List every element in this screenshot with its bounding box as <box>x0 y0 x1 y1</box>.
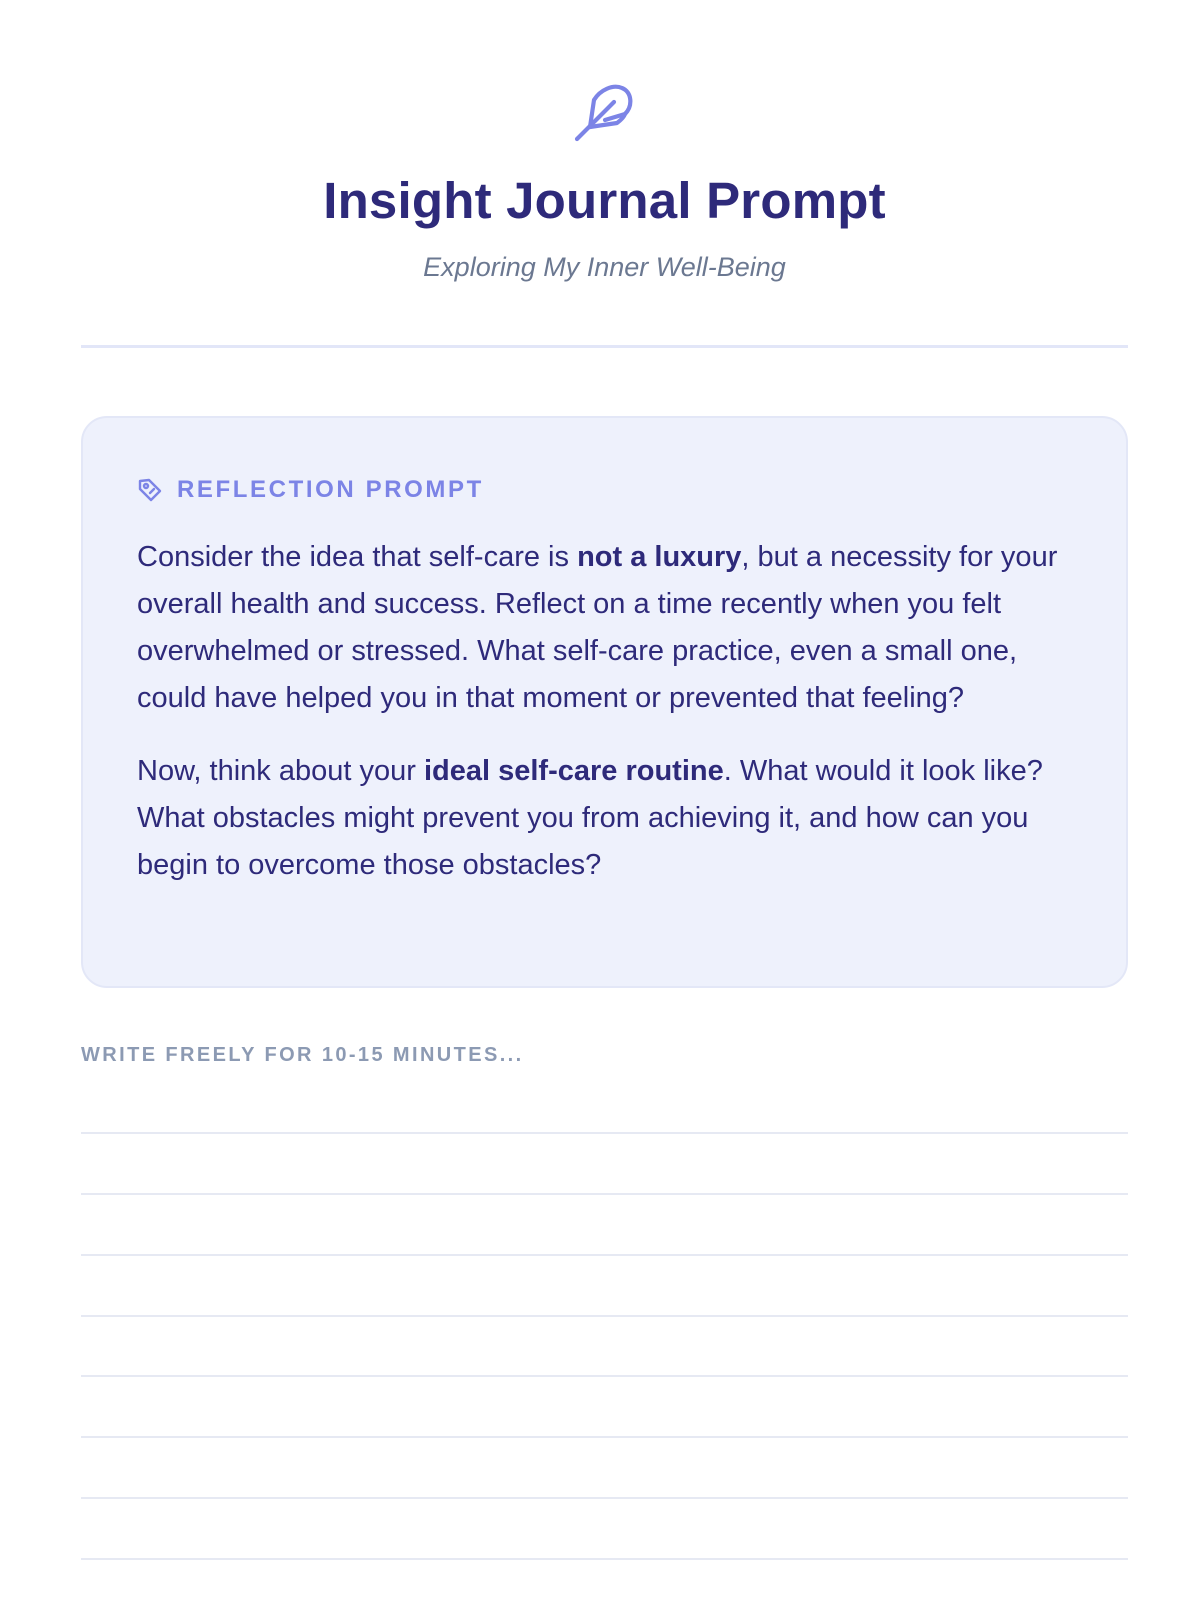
prompt-text-segment: Consider the idea that self-care is <box>137 541 578 573</box>
prompt-emphasis: not a luxury <box>577 541 742 573</box>
writing-line[interactable] <box>81 1132 1128 1134</box>
writing-instructions: WRITE FREELY FOR 10-15 MINUTES... <box>81 1044 524 1066</box>
prompt-emphasis: ideal self-care routine <box>423 755 724 787</box>
prompt-paragraph-2 <box>137 748 1072 889</box>
page-subtitle: Exploring My Inner Well-Being <box>423 252 786 283</box>
page-header <box>81 0 1128 284</box>
writing-line[interactable] <box>81 1315 1128 1317</box>
writing-line[interactable] <box>81 1254 1128 1256</box>
card-label: REFLECTION PROMPT <box>177 476 484 503</box>
card-header <box>137 470 1072 510</box>
writing-line[interactable] <box>81 1497 1128 1499</box>
prompt-text-segment: . What would it look like? What obstacles might prevent you from achieving it, and how can you begin to overcome those obstacles? <box>137 755 1043 881</box>
header-divider <box>81 345 1128 348</box>
tag-icon <box>137 477 163 503</box>
reflection-prompt-card <box>81 416 1128 988</box>
writing-line[interactable] <box>81 1436 1128 1438</box>
prompt-text-segment: Now, think about your <box>137 755 424 787</box>
writing-line[interactable] <box>81 1558 1128 1560</box>
feather-icon <box>573 82 637 146</box>
writing-line[interactable] <box>81 1375 1128 1377</box>
prompt-paragraph-1 <box>137 534 1072 722</box>
prompt-text-segment: , but a necessity for your overall health and success. Reflect on a time recently when you felt overwhelmed or stressed. What self-care practice, even a small one, could have helped you in that moment or prevented that feeling? <box>137 541 1058 714</box>
writing-line[interactable] <box>81 1193 1128 1195</box>
journal-page <box>81 0 1128 1600</box>
page-title: Insight Journal Prompt <box>323 172 886 229</box>
